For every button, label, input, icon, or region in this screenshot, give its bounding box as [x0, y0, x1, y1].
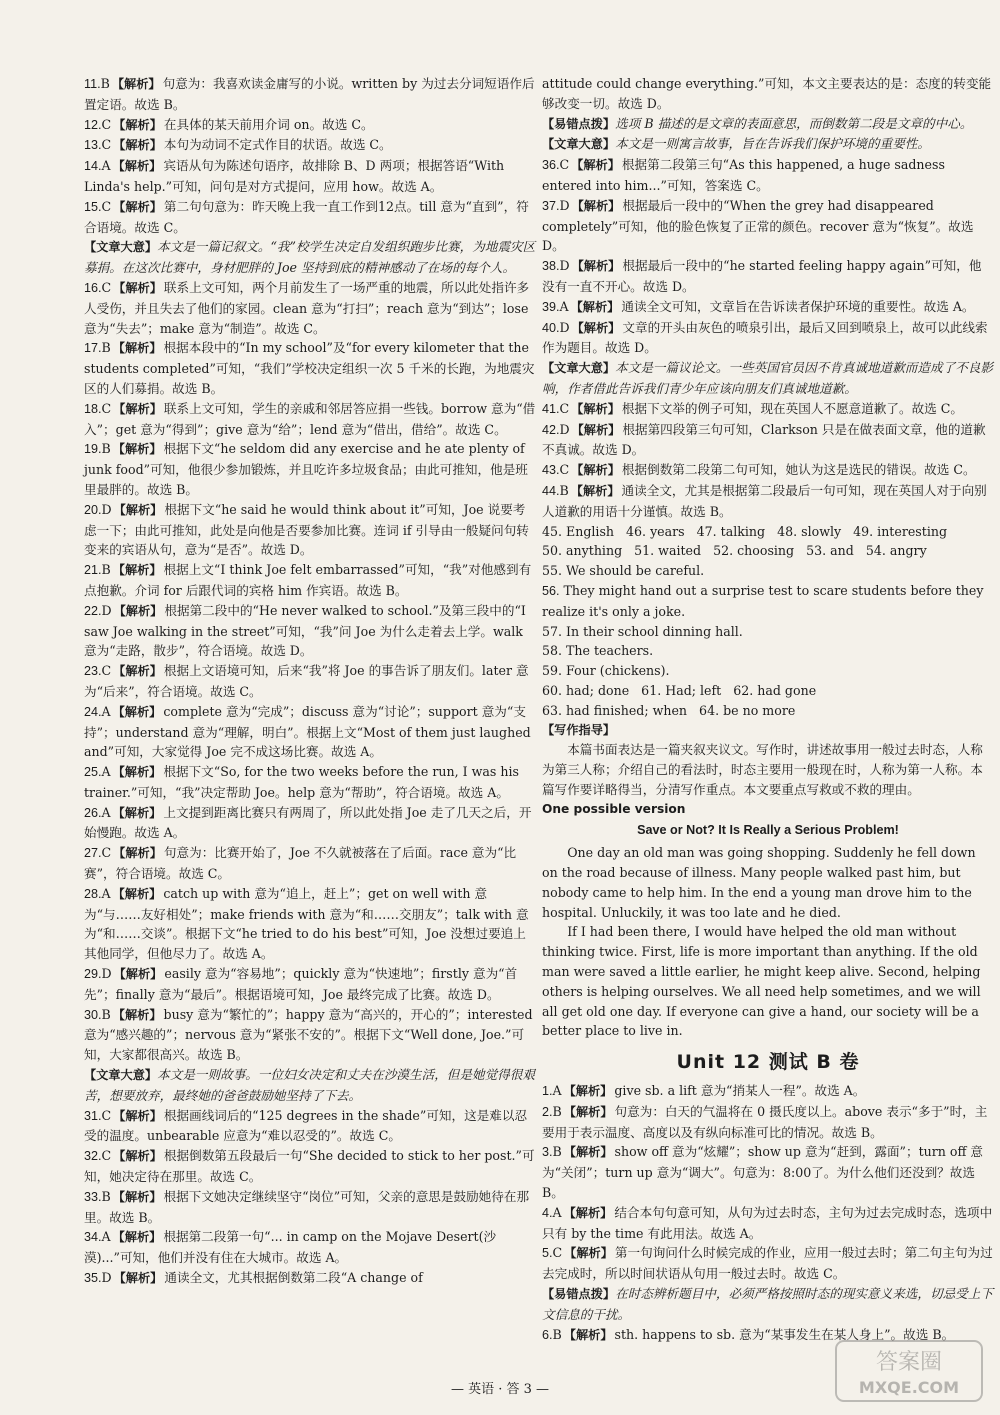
- fill-blank-answers: 57. In their school dinning hall.: [542, 623, 743, 639]
- analysis-text: 根据第二段第三句“As this happened, a huge sadness entered into him...”可知，答案选 C。: [542, 157, 945, 193]
- question-number: 37.: [542, 198, 560, 213]
- answer-letter: A: [101, 764, 111, 780]
- note-text: 在时态辨析题目中，必须严格按照时态的现实意义来选，切忌受上下文信息的干扰。: [542, 1286, 993, 1322]
- question-number: 15.: [84, 199, 102, 214]
- question-number: 30.: [84, 1007, 102, 1022]
- answer-letter: D: [559, 319, 570, 335]
- note-tag: 【易错点拨】: [542, 116, 616, 131]
- analysis-text: 宾语从句为陈述句语序，故排除 B、D 两项；根据答语“With Linda's help.”可知，问句是对方式提问，应用 how。故选 A。: [84, 158, 505, 194]
- answer-letter: B: [552, 1144, 562, 1160]
- question-number: 43.: [542, 463, 560, 478]
- answer-letter: A: [101, 1229, 111, 1245]
- answer-item: [542, 481, 994, 522]
- right-column: [542, 74, 994, 1345]
- analysis-tag: 【解析】: [571, 259, 621, 274]
- answer-item: [84, 399, 536, 440]
- section-note: [542, 114, 994, 135]
- answer-item: [542, 1142, 994, 1202]
- answer-item: [542, 297, 994, 318]
- question-number: 21.: [84, 563, 102, 578]
- answer-letter: A: [101, 158, 111, 174]
- section-note: [542, 1284, 994, 1325]
- answer-item: [542, 1081, 994, 1102]
- note-tag: 【文章大意】: [542, 137, 616, 152]
- analysis-tag: 【解析】: [571, 422, 621, 437]
- analysis-text: 文章的开头由灰色的喷泉引出，最后又回到喷泉上，故可以此线索作为题目。故选 D。: [542, 319, 988, 356]
- analysis-tag: 【解析】: [113, 846, 162, 861]
- section-note: [84, 1065, 536, 1106]
- fill-blank-answers: 63. had finished; when 64. be no more: [542, 702, 796, 718]
- answer-item: [542, 1243, 994, 1284]
- essay-paragraph: If I had been there, I would have helped the old man without thinking twice. First, life is more important than anything. If the old man were saved a little earlier, he might keep alive. Second, helping others is helping ourselves. We all need help sometimes, and we will all get old one day. If everyone can give a hand, our society will be a better place to live in.: [542, 924, 981, 1039]
- question-number: 14.: [84, 159, 102, 174]
- section-note: [542, 358, 994, 399]
- answer-letter: A: [552, 1083, 562, 1099]
- analysis-tag: 【解析】: [112, 1230, 162, 1245]
- answer-item: [542, 399, 994, 420]
- answer-item: [84, 884, 536, 964]
- note-tag: 【文章大意】: [542, 361, 616, 376]
- analysis-tag: 【解析】: [112, 159, 162, 174]
- note-tag: 【文章大意】: [84, 240, 158, 255]
- analysis-text: 联系上文可知，两个月前发生了一场严重的地震，所以此处指许多人受伤，并且失去了他们的家园。clean 意为“打扫”；reach 意为“到达”；lose 意为“失去”；make 意为“制造”。故选 C。: [84, 279, 530, 336]
- analysis-text: 根据本段中的“In my school”及“for every kilometer that the students completed”可知，“我们”学校决定组织一次 5 千米的长跑，为地震灾区的人们募捐。故选 B。: [84, 340, 535, 396]
- analysis-text: 句意为：我喜欢读金庸写的小说。written by 为过去分词短语作后置定语。故选 B。: [84, 76, 535, 112]
- answer-item: [84, 661, 536, 702]
- analysis-tag: 【解析】: [113, 967, 163, 982]
- fill-blank-answers: 50. anything 51. waited 52. choosing 53. and 54. angry: [542, 543, 927, 559]
- analysis-tag: 【解析】: [113, 138, 162, 153]
- analysis-tag: 【解析】: [113, 1149, 162, 1164]
- analysis-text: complete 意为“完成”；discuss 意为“讨论”；support 意为“支持”；understand 意为“理解，明白”。根据上文“Most of them just laughed and”可知，大家觉得 Joe 完不成这场比赛。故选 A。: [84, 703, 531, 760]
- analysis-text: 根据倒数第五段最后一句“She decided to stick to her post.”可知，她决定待在那里。故选 C。: [84, 1148, 535, 1185]
- answer-item: [84, 135, 536, 156]
- question-number: 17.: [84, 341, 102, 356]
- analysis-tag: 【解析】: [112, 704, 162, 719]
- analysis-text: give sb. a lift 意为“捎某人一程”。故选 A。: [614, 1083, 866, 1099]
- answer-item: [542, 318, 994, 359]
- analysis-text: 根据最后一段中的“he started feeling happy again”可知，他没有一直不开心。故选 D。: [542, 258, 982, 294]
- analysis-text: 句意为：白天的气温将在 0 摄氏度以上。above 表示“多于”时，主要用于表示温度、高度以及有纵向标准可比的情况。故选 B。: [542, 1103, 988, 1140]
- answer-letter: A: [101, 804, 111, 820]
- question-number: 40.: [542, 320, 560, 335]
- answer-letter: B: [101, 441, 111, 457]
- analysis-text: show off 意为“炫耀”；show up 意为“赶到，露面”；turn off 意为“关闭”；turn up 意为“调大”。句意为：8:00了。为什么他们还没到？故选 B。: [542, 1144, 984, 1201]
- answer-letter: A: [101, 885, 111, 901]
- analysis-tag: 【解析】: [571, 158, 620, 173]
- fill-blank-answers: 55. We should be careful.: [542, 563, 705, 579]
- analysis-text: 根据下文“he seldom did any exercise and he ate plenty of junk food”可知，他很少参加锻炼，并且吃许多垃圾食品；由此可推知，他是班里最胖的。故选 B。: [84, 441, 528, 497]
- section-heading: One possible version: [542, 801, 686, 816]
- section-note: [542, 134, 994, 155]
- question-number: 32.: [84, 1149, 102, 1164]
- answer-item: [84, 500, 536, 560]
- analysis-tag: 【解析】: [571, 320, 621, 335]
- answer-letter: A: [552, 1204, 562, 1220]
- analysis-tag: 【解析】: [112, 563, 162, 578]
- answer-item: [84, 74, 536, 115]
- analysis-text: 根据第二段中的“He never walked to school.”及第三段中的“I saw Joe walking in the street”可知，“我”问 Joe 为什么走着去上学。walk 意为“走路，散步”，符合语境。故选 D。: [84, 602, 526, 659]
- answer-item: [84, 115, 536, 136]
- analysis-tag: 【解析】: [563, 1205, 613, 1220]
- question-number: 31.: [84, 1108, 102, 1123]
- answer-item: [84, 197, 536, 238]
- answer-item: [84, 702, 536, 762]
- answer-item: [84, 803, 536, 844]
- note-tag: 【文章大意】: [84, 1068, 158, 1083]
- answer-item: [542, 196, 994, 256]
- question-number: 36.: [542, 158, 560, 173]
- analysis-text: 根据下文她决定继续坚守“岗位”可知，父亲的意思是鼓励她待在那里。故选 B。: [84, 1188, 530, 1225]
- question-number: 1.: [542, 1084, 553, 1099]
- analysis-text: 根据画线词后的“125 degrees in the shade”可知，这是难以忍受的温度。unbearable 应意为“难以忍受的”。故选 C。: [84, 1107, 528, 1144]
- analysis-text: 本句为动词不定式作目的状语。故选 C。: [163, 137, 392, 153]
- analysis-text: 根据第二段第一句“... in camp on the Mojave Desert(沙漠)...”可知，他们并没有住在大城市。故选 A。: [84, 1229, 497, 1266]
- answer-letter: B: [101, 562, 111, 578]
- section-heading: 【写作指导】: [542, 722, 616, 737]
- question-number: 16.: [84, 280, 102, 295]
- note-text: 本文是一则故事。一位妇女决定和丈夫在沙漠生活，但是她觉得很艰苦，想要放弃，最终她的爸爸鼓励她坚持了下去。: [84, 1067, 535, 1103]
- analysis-tag: 【解析】: [113, 401, 162, 416]
- analysis-tag: 【解析】: [112, 765, 162, 780]
- fill-blank-answers: 58. The teachers.: [542, 643, 654, 659]
- answer-item: [84, 278, 536, 338]
- answer-letter: B: [559, 482, 569, 498]
- essay-paragraph: 本篇书面表达是一篇夹叙夹议文。写作时，讲述故事用一般过去时态，人称为第三人称；介绍自己的看法时，时态主要用一般现在时，人称为第一人称。本篇写作要详略得当，分清写作重点。本文要重点写救或不救的理由。: [542, 742, 983, 797]
- answer-letter: D: [101, 1270, 112, 1286]
- analysis-tag: 【解析】: [113, 117, 162, 132]
- answer-letter: C: [101, 137, 112, 153]
- answer-item: [84, 439, 536, 499]
- note-text: 选项 B 描述的是文章的表面意思，而倒数第二段是文章的中心。: [615, 115, 973, 131]
- note-text: 本文是一则寓言故事，旨在告诉我们保护环境的重要性。: [615, 136, 930, 152]
- analysis-text: 根据第四段第三句可知，Clarkson 只是在做表面文章，他的道歉不真诚。故选 D。: [542, 421, 986, 458]
- analysis-tag: 【解析】: [564, 1246, 613, 1261]
- answer-item: [542, 1102, 994, 1143]
- answer-item: [542, 155, 994, 196]
- answer-letter: B: [101, 1006, 111, 1022]
- question-number: 44.: [542, 483, 560, 498]
- question-number: 35.: [84, 1271, 102, 1286]
- analysis-text: busy 意为“繁忙的”；happy 意为“高兴的，开心的”；interested 意为“感兴趣的”；nervous 意为“紧张不安的”。根据下文“Well done, Joe.”可知，大家都很高兴。故选 B。: [84, 1006, 533, 1063]
- question-number: 23.: [84, 664, 102, 679]
- question-number: 6.: [542, 1327, 553, 1342]
- question-number: 33.: [84, 1189, 102, 1204]
- answer-letter: C: [559, 400, 570, 416]
- question-number: 4.: [542, 1205, 553, 1220]
- answer-item: [542, 420, 994, 461]
- analysis-text: easily 意为“容易地”；quickly 意为“快速地”；firstly 意为“首先”；finally 意为“最后”。根据语境可知，Joe 最终完成了比赛。故选 D。: [84, 966, 518, 1002]
- analysis-tag: 【解析】: [112, 341, 162, 356]
- analysis-tag: 【解析】: [113, 603, 163, 618]
- answer-letter: D: [101, 602, 112, 618]
- analysis-tag: 【解析】: [113, 199, 162, 214]
- answer-item: [542, 256, 994, 297]
- answer-item: [84, 964, 536, 1005]
- answer-item: [84, 601, 536, 661]
- question-number: 29.: [84, 967, 102, 982]
- answer-letter: C: [101, 1107, 112, 1123]
- question-number: 13.: [84, 138, 102, 153]
- analysis-text: 通读全文，尤其根据倒数第二段“A change of: [164, 1270, 423, 1286]
- answer-letter: A: [559, 298, 569, 314]
- answer-letter: C: [101, 116, 112, 132]
- analysis-text: 根据下文“So, for the two weeks before the run, I was his trainer.”可知，“我”决定帮助 Joe。help 意为“帮助”，符合语境。故选 A。: [84, 764, 519, 800]
- answer-letter: A: [101, 703, 111, 719]
- answer-letter: B: [101, 340, 111, 356]
- question-number: 3.: [542, 1145, 553, 1160]
- analysis-tag: 【解析】: [571, 463, 620, 478]
- analysis-text: 根据倒数第二段第二句可知，她认为这是选民的错误。故选 C。: [621, 462, 976, 478]
- analysis-tag: 【解析】: [563, 1327, 613, 1342]
- analysis-text: 根据上文“I think Joe felt embarrassed”可知，“我”对他感到有点抱歉。介词 for 后跟代词的宾格 him 作宾语。故选 B。: [84, 562, 532, 598]
- analysis-tag: 【解析】: [113, 1271, 163, 1286]
- answer-letter: B: [101, 1188, 111, 1204]
- question-number: 26.: [84, 805, 102, 820]
- analysis-tag: 【解析】: [113, 664, 162, 679]
- question-number: 19.: [84, 442, 102, 457]
- question-number: 34.: [84, 1230, 102, 1245]
- answer-letter: D: [559, 258, 570, 274]
- answer-letter: C: [101, 1148, 112, 1164]
- question-number: 28.: [84, 886, 102, 901]
- analysis-text: 根据上文语境可知，后来“我”将 Joe 的事告诉了朋友们。later 意为“后来”，符合语境。故选 C。: [84, 663, 529, 699]
- answer-item: [84, 762, 536, 803]
- analysis-tag: 【解析】: [112, 886, 162, 901]
- answer-item: [84, 560, 536, 601]
- analysis-tag: 【解析】: [571, 198, 621, 213]
- answer-letter: C: [101, 279, 112, 295]
- analysis-tag: 【解析】: [563, 1104, 613, 1119]
- answer-letter: B: [552, 1326, 562, 1342]
- fill-blank-answers: 45. English 46. years 47. talking 48. slowly 49. interesting: [542, 523, 948, 539]
- analysis-text: 根据下文“he said he would think about it”可知，Joe 说要考虑一下；由此可推知，此处是向他是否要参加比赛。连词 if 引导由一般疑问句转变来的宾语从句，意为“是否”。故选 D。: [84, 501, 529, 558]
- question-number: 56.: [542, 583, 560, 598]
- answer-item: [542, 1203, 994, 1244]
- note-text: 本文是一篇议论文。一些英国官员因不肯真诚地道歉而造成了不良影响，作者借此告诉我们青少年应该向朋友们真诚地道歉。: [542, 360, 993, 396]
- section-note: [84, 237, 536, 278]
- short-answer: [542, 581, 994, 622]
- answer-letter: C: [559, 462, 570, 478]
- analysis-text: 在具体的某天前用介词 on。故选 C。: [163, 116, 374, 132]
- analysis-text: 第一句询问什么时候完成的作业，应用一般过去时；第二句主句为过去完成时，所以时间状语从句用一般过去时。故选 C。: [542, 1245, 993, 1282]
- question-number: 24.: [84, 704, 102, 719]
- question-number: 2.: [542, 1104, 553, 1119]
- analysis-text: 句意为：比赛开始了，Joe 不久就被落在了后面。race 意为“比赛”，符合语境。故选 C。: [84, 845, 517, 882]
- analysis-tag: 【解析】: [563, 1145, 613, 1160]
- analysis-text: 联系上文可知，学生的亲戚和邻居答应捐一些钱。borrow 意为“借入”；get 意为“得到”；give 意为“给”；lend 意为“借出，借给”。故选 C。: [84, 400, 536, 437]
- analysis-tag: 【解析】: [112, 1189, 162, 1204]
- answer-item: [84, 1227, 536, 1268]
- question-number: 27.: [84, 846, 102, 861]
- analysis-text: 根据最后一段中的“When the grey had disappeared completely”可知，他的脸色恢复了正常的颜色。recover 意为“恢复”。故选 D。: [542, 197, 974, 254]
- left-column: [84, 74, 536, 1289]
- question-number: 25.: [84, 765, 102, 780]
- answer-text: They might hand out a surprise test to scare students before they realize it's only a joke.: [542, 582, 984, 619]
- analysis-tag: 【解析】: [112, 442, 162, 457]
- note-text: 本文是一篇记叙文。“我”校学生决定自发组织跑步比赛，为地震灾区募捐。在这次比赛中，身材肥胖的 Joe 坚持到底的精神感动了在场的每个人。: [84, 239, 536, 276]
- question-number: 12.: [84, 117, 102, 132]
- analysis-text: 通读全文可知，文章旨在告诉读者保护环境的重要性。故选 A。: [621, 298, 975, 314]
- answer-letter: C: [552, 1245, 563, 1261]
- answer-item: [84, 843, 536, 884]
- answer-letter: C: [101, 400, 112, 416]
- analysis-tag: 【解析】: [112, 1007, 162, 1022]
- answer-continuation: attitude could change everything.”可知，本文主要表达的是：态度的转变能够改变一切。故选 D。: [542, 76, 992, 111]
- fill-blank-answers: 59. Four (chickens).: [542, 663, 670, 679]
- answer-letter: B: [100, 76, 110, 91]
- analysis-tag: 【解析】: [113, 280, 162, 295]
- watermark-text: 答案圈: [875, 1350, 943, 1375]
- analysis-tag: 【解析】: [563, 1084, 613, 1099]
- page-footer: — 英语 · 答 3 —: [450, 1382, 550, 1397]
- question-number: 41.: [542, 401, 560, 416]
- analysis-tag: 【解析】: [112, 805, 162, 820]
- essay-paragraph: One day an old man was going shopping. Suddenly he fell down on the road because of illness. Many people walked past him, but nobody came to help him. In the end a young man drove him to the hospital. Unluckily, it was too late and he died.: [542, 845, 976, 920]
- answer-letter: D: [101, 966, 112, 982]
- analysis-tag: 【解析】: [111, 77, 161, 91]
- question-number: 22.: [84, 603, 102, 618]
- answer-item: [84, 1268, 536, 1289]
- unit-test-title: Unit 12 测试 B 卷: [676, 1051, 860, 1074]
- question-number: 5.: [542, 1246, 553, 1261]
- answer-item: [84, 338, 536, 398]
- answer-letter: C: [559, 157, 570, 173]
- answer-letter: D: [101, 501, 112, 517]
- answer-item: [84, 156, 536, 197]
- analysis-tag: 【解析】: [570, 483, 620, 498]
- answer-item: [84, 1146, 536, 1187]
- analysis-text: 根据下文举的例子可知，现在英国人不愿意道歉了。故选 C。: [621, 400, 963, 416]
- site-watermark-logo: [834, 1339, 984, 1403]
- question-number: 11.: [84, 77, 101, 91]
- answer-letter: D: [559, 421, 570, 437]
- fill-blank-answers: 60. had; done 61. Had; left 62. had gone: [542, 682, 817, 698]
- analysis-tag: 【解析】: [113, 502, 163, 517]
- analysis-text: 上文提到距离比赛只有两周了，所以此处指 Joe 走了几天之后，开始慢跑。故选 A。: [84, 804, 532, 841]
- answer-letter: C: [101, 845, 112, 861]
- essay-title: Save or Not? It Is Really a Serious Problem!: [637, 823, 899, 838]
- question-number: 38.: [542, 259, 560, 274]
- answer-item: [542, 460, 994, 481]
- analysis-text: catch up with 意为“追上，赶上”；get on well with 意为“与……友好相处”；make friends with 意为“和……交朋友”；talk with 意为“和……交谈”。根据下文“he tried to do his best”可知，Joe 没想过要追上其他同学，但他尽力了。故选 A。: [84, 885, 529, 962]
- question-number: 20.: [84, 502, 102, 517]
- answer-letter: C: [101, 198, 112, 214]
- note-tag: 【易错点拨】: [542, 1287, 616, 1302]
- answer-letter: B: [552, 1103, 562, 1119]
- answer-item: [84, 1005, 536, 1065]
- answer-letter: C: [101, 663, 112, 679]
- answer-item: [84, 1187, 536, 1228]
- analysis-text: 第二句句意为：昨天晚上我一直工作到12点。till 意为“直到”，符合语境。故选 C。: [84, 198, 529, 235]
- question-number: 39.: [542, 299, 560, 314]
- watermark-url: MXQE.COM: [858, 1378, 960, 1397]
- answer-letter: D: [559, 197, 570, 213]
- analysis-text: 结合本句句意可知，从句为过去时态，主句为过去完成时态，选项中只有 by the time 有此用法。故选 A。: [542, 1204, 993, 1241]
- answer-item: [84, 1106, 536, 1147]
- analysis-text: 通读全文，尤其是根据第二段最后一句可知，现在英国人对于向别人道歉的用语十分谨慎。故选 B。: [542, 482, 987, 519]
- question-number: 42.: [542, 422, 560, 437]
- analysis-tag: 【解析】: [113, 1108, 162, 1123]
- question-number: 18.: [84, 401, 102, 416]
- analysis-tag: 【解析】: [570, 299, 620, 314]
- analysis-tag: 【解析】: [571, 401, 620, 416]
- analysis-text: sth. happens to sb. 意为“某事发生在某人身上”。故选 B。: [614, 1326, 955, 1342]
